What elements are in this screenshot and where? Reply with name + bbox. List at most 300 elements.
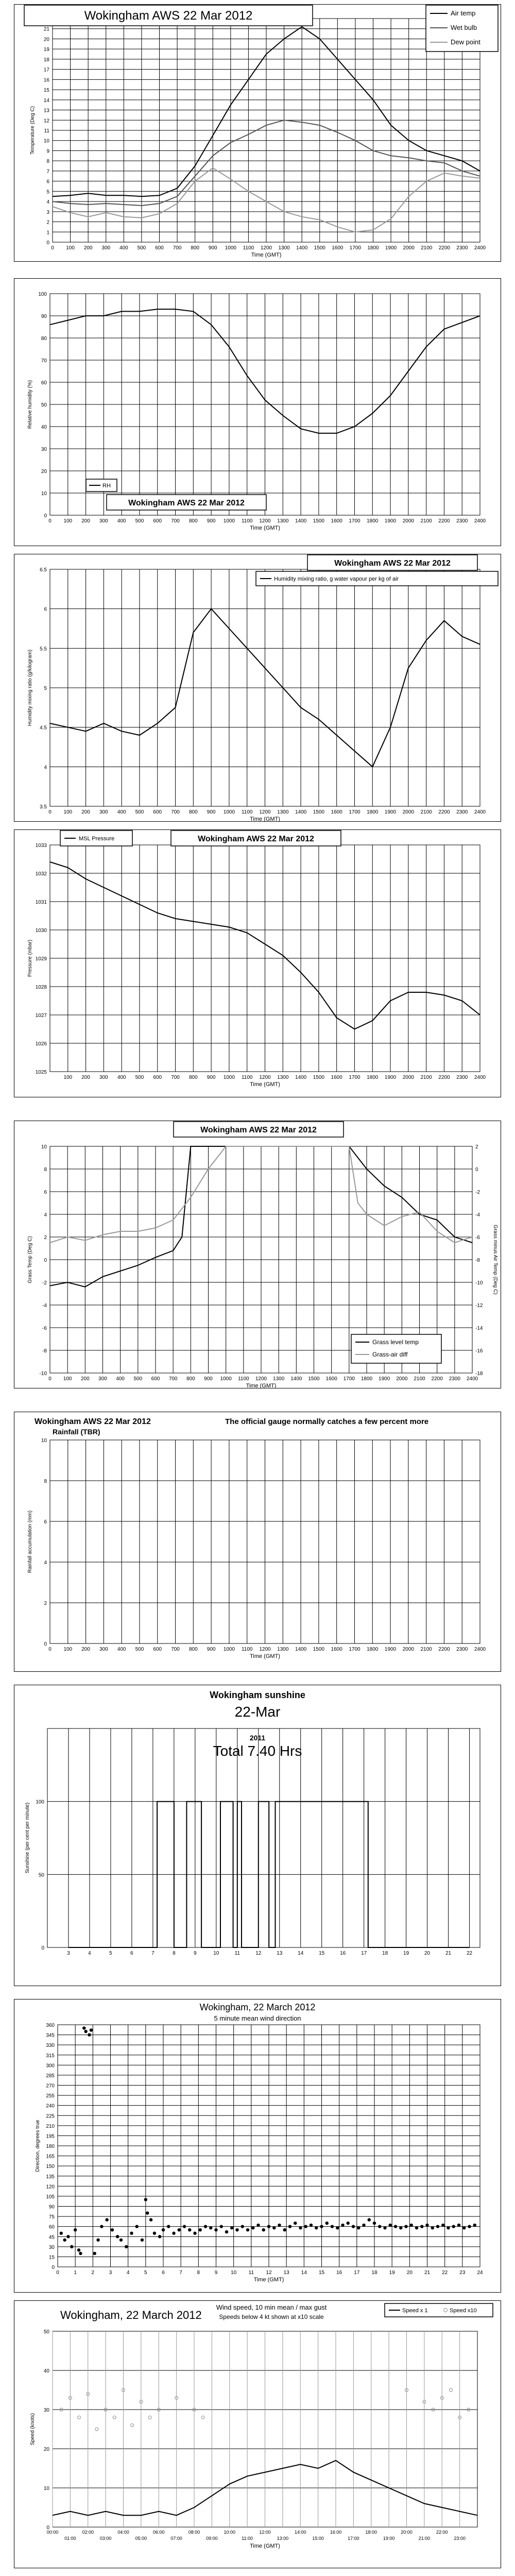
data-point bbox=[193, 2232, 196, 2235]
data-point bbox=[299, 2226, 302, 2229]
x-tick-label: 13 bbox=[277, 1951, 283, 1956]
x-tick-label: 100 bbox=[63, 1376, 72, 1382]
data-point bbox=[220, 2225, 223, 2228]
y-tick-label: 2 bbox=[44, 1235, 47, 1241]
x-tick-label: 1000 bbox=[223, 1075, 235, 1080]
x-tick-label: 2200 bbox=[431, 1376, 443, 1382]
y-tick-label: 100 bbox=[38, 292, 47, 297]
x-tick-label: 2100 bbox=[420, 809, 432, 815]
x-tick-label: 600 bbox=[153, 518, 162, 524]
x-tick-label: 10 bbox=[213, 1951, 219, 1956]
y-tick-label: 4 bbox=[44, 1212, 47, 1218]
y-tick-label: 40 bbox=[43, 2368, 49, 2374]
x-tick-label: 1500 bbox=[313, 809, 324, 815]
x-tick-label: 1200 bbox=[259, 518, 271, 524]
x-tick-label: 5 bbox=[109, 1951, 112, 1956]
y-tick-label: 345 bbox=[46, 2032, 55, 2039]
data-point bbox=[256, 2224, 260, 2227]
x-tick-label: 100 bbox=[63, 518, 73, 524]
x-tick-label: 1800 bbox=[367, 1075, 379, 1080]
x-tick-label: 100 bbox=[63, 1075, 73, 1080]
y-tick-label: 330 bbox=[46, 2043, 55, 2049]
x-tick-label: 1800 bbox=[367, 809, 379, 815]
x-tick-label: 16 bbox=[340, 1951, 346, 1956]
y-tick-label: 13 bbox=[43, 108, 49, 114]
y-axis-label: Humidity mixing ratio (g/kilogram) bbox=[27, 649, 33, 726]
x-tick-label: 1200 bbox=[260, 245, 272, 251]
x-tick-label: 900 bbox=[207, 518, 216, 524]
y-tick-label: 360 bbox=[46, 2023, 55, 2028]
y-tick-label: 5 bbox=[44, 686, 47, 691]
y-tick-label: 210 bbox=[46, 2123, 55, 2129]
x-tick-label: 24 bbox=[477, 2270, 483, 2276]
x-tick-label: 8 bbox=[173, 1951, 176, 1956]
data-point bbox=[468, 2225, 471, 2228]
data-point bbox=[378, 2225, 381, 2228]
x-tick-label: 2100 bbox=[420, 518, 432, 524]
y-tick-label: 8 bbox=[44, 1479, 47, 1484]
x-tick-label: 8 bbox=[197, 2270, 200, 2276]
y-tick-label: 90 bbox=[48, 2204, 55, 2210]
y-tick-label: 8 bbox=[44, 1167, 47, 1173]
x-tick-label: 2200 bbox=[438, 1075, 450, 1080]
x-tick-label: 1100 bbox=[241, 1075, 253, 1080]
chart-title: Wokingham AWS 22 Mar 2012 bbox=[84, 9, 253, 23]
x-tick-label: 7 bbox=[151, 1951, 154, 1956]
y-tick-label: 50 bbox=[41, 402, 47, 408]
x-tick-label: 15 bbox=[319, 1951, 325, 1956]
data-point bbox=[310, 2224, 313, 2227]
y-tick-label: 270 bbox=[46, 2083, 55, 2089]
data-point bbox=[394, 2225, 397, 2228]
y-tick-label: 16 bbox=[43, 77, 49, 83]
y-tick-label: 120 bbox=[46, 2184, 55, 2190]
chart-title: Wokingham AWS 22 Mar 2012 bbox=[334, 559, 451, 568]
y-tick-label: 6 bbox=[44, 606, 47, 613]
data-point bbox=[415, 2226, 418, 2229]
chart-frame bbox=[14, 2301, 501, 2568]
data-point bbox=[93, 2252, 96, 2255]
x-tick-label: 400 bbox=[117, 518, 126, 524]
data-point bbox=[153, 2232, 156, 2235]
y-tick-label: 3 bbox=[46, 209, 49, 215]
y2-tick-label: 0 bbox=[475, 1167, 478, 1173]
x-tick-label: 0 bbox=[48, 1647, 52, 1652]
data-point bbox=[84, 2030, 87, 2033]
y-tick-label: 14 bbox=[43, 97, 49, 104]
y-tick-label: 10 bbox=[43, 138, 49, 144]
legend-label: RH bbox=[102, 483, 111, 489]
x-tick-label: 500 bbox=[135, 1075, 144, 1080]
y-axis-label: Pressure (mbar) bbox=[27, 939, 33, 977]
x-tick-label: 900 bbox=[208, 245, 217, 251]
x-tick-label: 1000 bbox=[220, 1376, 232, 1382]
chart-7 bbox=[14, 1685, 501, 1986]
chart-frame bbox=[14, 830, 501, 1097]
legend-label: Grass level temp bbox=[372, 1338, 419, 1346]
y-tick-label: 1032 bbox=[35, 871, 47, 877]
x-tick-label: 2400 bbox=[474, 1075, 486, 1080]
x-tick-label: 1300 bbox=[278, 245, 290, 251]
y2-tick-label: -12 bbox=[475, 1303, 483, 1309]
y-tick-label: 60 bbox=[41, 380, 47, 386]
x-tick-label: 1400 bbox=[295, 809, 307, 815]
x-tick-label: 14 bbox=[301, 2270, 307, 2276]
x-tick-label: 20 bbox=[424, 1951, 431, 1956]
x-tick-label: 800 bbox=[191, 245, 200, 251]
x-tick-label: 1500 bbox=[308, 1376, 320, 1382]
y-tick-label: 18 bbox=[43, 57, 49, 63]
x-tick-label: 11 bbox=[248, 2270, 254, 2276]
y-tick-label: -6 bbox=[42, 1326, 47, 1331]
data-point bbox=[294, 2222, 297, 2225]
y-tick-label: 180 bbox=[46, 2144, 55, 2149]
x-tick-label: 300 bbox=[98, 1376, 107, 1382]
x-tick-label: 1000 bbox=[223, 1647, 235, 1652]
y-tick-label: 20 bbox=[43, 37, 49, 43]
data-point bbox=[235, 2228, 238, 2231]
x-tick-label: 300 bbox=[99, 518, 108, 524]
y-tick-label: 2 bbox=[46, 219, 49, 226]
x-tick-label: 2 bbox=[91, 2270, 95, 2276]
data-point bbox=[267, 2225, 270, 2228]
x-tick-label: 17 bbox=[354, 2270, 360, 2276]
data-point bbox=[283, 2228, 286, 2231]
chart-subtitle: 22-Mar bbox=[234, 1704, 281, 1720]
y-tick-label: 6 bbox=[44, 1519, 47, 1525]
x-tick-label: 800 bbox=[188, 518, 198, 524]
y-tick-label: 45 bbox=[48, 2234, 55, 2241]
x-tick-label: 12 bbox=[266, 2270, 272, 2276]
y-tick-label: 4 bbox=[44, 1560, 47, 1566]
x-tick-label: 500 bbox=[133, 1376, 143, 1382]
x-axis-label: Time (GMT) bbox=[250, 816, 280, 822]
x-tick-label: 22:00 bbox=[436, 2530, 448, 2535]
data-point bbox=[230, 2226, 233, 2229]
x-tick-label: 900 bbox=[207, 1075, 216, 1080]
y-tick-label: 7 bbox=[46, 168, 49, 175]
y-tick-label: 11 bbox=[44, 128, 49, 134]
x-tick-label: 1600 bbox=[331, 1075, 342, 1080]
x-tick-label: 200 bbox=[81, 1647, 90, 1652]
x-tick-label: 1600 bbox=[325, 1376, 337, 1382]
chart-subtitle: Rainfall (TBR) bbox=[53, 1428, 100, 1436]
x-tick-label: 1100 bbox=[241, 809, 253, 815]
data-point bbox=[135, 2225, 139, 2228]
y-axis-label: Rainfall accumulation (mm) bbox=[27, 1510, 33, 1573]
x-tick-label: 400 bbox=[117, 809, 126, 815]
chart-2 bbox=[14, 278, 501, 546]
x-tick-label: 00:00 bbox=[46, 2530, 59, 2535]
legend-label: Dew point bbox=[451, 38, 480, 46]
data-point bbox=[77, 2248, 80, 2251]
x-tick-label: 1900 bbox=[384, 809, 397, 815]
y2-tick-label: -14 bbox=[475, 1326, 483, 1331]
y2-tick-label: -18 bbox=[475, 1371, 483, 1377]
data-point bbox=[425, 2224, 428, 2227]
x-tick-label: 16 bbox=[336, 2270, 342, 2276]
data-point bbox=[70, 2245, 73, 2248]
x-tick-label: 13:00 bbox=[277, 2536, 289, 2541]
data-point bbox=[125, 2245, 128, 2248]
data-point bbox=[225, 2230, 228, 2233]
y-tick-label: 10 bbox=[41, 1438, 47, 1444]
chart-4 bbox=[14, 829, 501, 1097]
data-point bbox=[74, 2228, 77, 2231]
y-tick-label: 100 bbox=[36, 1799, 44, 1805]
y2-tick-label: -10 bbox=[475, 1280, 483, 1286]
x-tick-label: 800 bbox=[188, 1075, 198, 1080]
x-tick-label: 03:00 bbox=[99, 2536, 112, 2541]
y-tick-label: 20 bbox=[43, 2447, 49, 2452]
x-tick-label: 1200 bbox=[259, 809, 271, 815]
y-tick-label: -8 bbox=[42, 1348, 47, 1354]
data-point bbox=[172, 2232, 175, 2235]
y-tick-label: 90 bbox=[41, 314, 47, 319]
data-point bbox=[431, 2226, 434, 2229]
y-tick-label: 40 bbox=[41, 425, 47, 430]
y-tick-label: 17 bbox=[43, 67, 49, 73]
legend-label: MSL Pressure bbox=[79, 836, 115, 842]
y-tick-label: 1 bbox=[46, 230, 49, 236]
x-tick-label: 04:00 bbox=[117, 2530, 129, 2535]
x-tick-label: 300 bbox=[99, 1075, 108, 1080]
y2-tick-label: -8 bbox=[475, 1258, 480, 1263]
x-tick-label: 1600 bbox=[331, 1647, 342, 1652]
data-point bbox=[304, 2225, 307, 2228]
x-tick-label: 19 bbox=[403, 1951, 409, 1956]
x-tick-label: 17:00 bbox=[348, 2536, 359, 2541]
data-point bbox=[144, 2198, 147, 2201]
y-tick-label: 12 bbox=[43, 118, 49, 124]
x-tick-label: 2300 bbox=[456, 1075, 468, 1080]
x-tick-label: 1300 bbox=[277, 1647, 289, 1652]
x-tick-label: 2300 bbox=[456, 809, 468, 815]
y-tick-label: 5 bbox=[46, 189, 49, 195]
x-tick-label: 1700 bbox=[349, 1075, 360, 1080]
x-tick-label: 4 bbox=[126, 2270, 130, 2276]
x-axis-label: Time (GMT) bbox=[250, 2543, 280, 2549]
data-point bbox=[347, 2222, 350, 2225]
y-tick-label: 4.5 bbox=[40, 725, 47, 731]
x-tick-label: 7 bbox=[179, 2270, 182, 2276]
y2-tick-label: -6 bbox=[475, 1235, 480, 1241]
data-point bbox=[119, 2239, 123, 2242]
chart-title: Wokingham, 22 March 2012 bbox=[60, 2309, 202, 2321]
data-point bbox=[320, 2225, 323, 2228]
x-tick-label: 500 bbox=[135, 809, 144, 815]
x-tick-label: 11 bbox=[234, 1951, 240, 1956]
x-tick-label: 1900 bbox=[384, 518, 397, 524]
chart-subtitle2: Speeds below 4 kt shown at x10 scale bbox=[219, 2313, 324, 2320]
y-axis-label: Sunshine (per cent per minute) bbox=[25, 1802, 30, 1874]
x-tick-label: 20:00 bbox=[401, 2530, 413, 2535]
y-tick-label: -10 bbox=[39, 1371, 47, 1377]
y-tick-label: 30 bbox=[43, 2408, 49, 2413]
data-point bbox=[447, 2226, 450, 2229]
data-point bbox=[158, 2235, 161, 2238]
chart-title: Wokingham sunshine bbox=[210, 1690, 305, 1700]
x-tick-label: 600 bbox=[151, 1376, 160, 1382]
x-tick-label: 200 bbox=[80, 1376, 90, 1382]
x-tick-label: 200 bbox=[83, 245, 93, 251]
data-point bbox=[325, 2222, 329, 2225]
chart-title: Wokingham AWS 22 Mar 2012 bbox=[200, 1126, 317, 1134]
y-tick-label: 6 bbox=[44, 1190, 47, 1195]
x-tick-label: 22 bbox=[466, 1951, 473, 1956]
x-tick-label: 01:00 bbox=[64, 2536, 76, 2541]
x-tick-label: 2400 bbox=[474, 1647, 486, 1652]
data-point bbox=[79, 2252, 82, 2255]
y2-axis-label: Grass minus Air Temp (Deg C) bbox=[492, 1225, 498, 1295]
x-tick-label: 800 bbox=[188, 809, 198, 815]
x-tick-label: 1900 bbox=[385, 245, 397, 251]
data-point bbox=[105, 2218, 108, 2221]
x-tick-label: 1500 bbox=[313, 518, 324, 524]
x-tick-label: 300 bbox=[99, 1647, 108, 1652]
x-tick-label: 1100 bbox=[241, 1647, 253, 1652]
x-tick-label: 19:00 bbox=[383, 2536, 395, 2541]
y2-tick-label: -2 bbox=[475, 1190, 480, 1195]
x-tick-label: 5 bbox=[144, 2270, 147, 2276]
x-tick-label: 400 bbox=[119, 245, 128, 251]
chart-title: Wokingham AWS 22 Mar 2012 bbox=[35, 1417, 151, 1426]
y-tick-label: 1026 bbox=[35, 1041, 47, 1047]
x-tick-label: 300 bbox=[101, 245, 111, 251]
data-point bbox=[362, 2224, 365, 2227]
data-point bbox=[209, 2226, 212, 2229]
y-tick-label: 1027 bbox=[35, 1013, 47, 1019]
y-tick-label: 10 bbox=[43, 2486, 49, 2492]
x-tick-label: 1100 bbox=[243, 245, 254, 251]
x-tick-label: 1000 bbox=[223, 518, 235, 524]
x-tick-label: 18 bbox=[382, 1951, 388, 1956]
x-tick-label: 700 bbox=[173, 245, 182, 251]
y-tick-label: 20 bbox=[41, 469, 47, 474]
y-axis-label: Direction, degrees true bbox=[35, 2120, 41, 2172]
chart-9 bbox=[14, 2300, 501, 2568]
y-tick-label: 1028 bbox=[35, 985, 47, 990]
data-point bbox=[241, 2225, 244, 2228]
x-tick-label: 6 bbox=[162, 2270, 165, 2276]
legend-label: Humidity mixing ratio, g water vapour per kg of air bbox=[274, 576, 399, 582]
x-tick-label: 2400 bbox=[466, 1376, 478, 1382]
data-point bbox=[178, 2228, 181, 2231]
x-tick-label: 17 bbox=[361, 1951, 367, 1956]
x-tick-label: 20 bbox=[406, 2270, 413, 2276]
x-tick-label: 2300 bbox=[456, 518, 468, 524]
x-tick-label: 21 bbox=[424, 2270, 431, 2276]
y-tick-label: 30 bbox=[41, 447, 47, 452]
x-tick-label: 4 bbox=[88, 1951, 91, 1956]
x-tick-label: 200 bbox=[81, 809, 90, 815]
legend-label: Speed x10 bbox=[450, 2308, 477, 2314]
x-tick-label: 11:00 bbox=[242, 2536, 253, 2541]
y-tick-label: 0 bbox=[46, 2525, 49, 2531]
chart-6 bbox=[14, 1412, 501, 1672]
x-tick-label: 900 bbox=[207, 1647, 216, 1652]
data-point bbox=[331, 2225, 334, 2228]
x-tick-label: 2000 bbox=[403, 245, 415, 251]
x-tick-label: 2100 bbox=[420, 1647, 432, 1652]
y-tick-label: 0 bbox=[44, 1641, 47, 1647]
data-point bbox=[146, 2211, 149, 2214]
x-tick-label: 6 bbox=[130, 1951, 133, 1956]
x-tick-label: 2400 bbox=[474, 245, 486, 251]
data-point bbox=[368, 2218, 371, 2221]
x-tick-label: 23:00 bbox=[454, 2536, 466, 2541]
y-tick-label: 195 bbox=[46, 2133, 55, 2140]
x-tick-label: 1300 bbox=[277, 518, 289, 524]
y-tick-label: 315 bbox=[46, 2053, 55, 2059]
data-point bbox=[457, 2224, 460, 2227]
y-tick-label: 60 bbox=[48, 2224, 55, 2230]
x-tick-label: 1 bbox=[74, 2270, 77, 2276]
x-axis-label: Time (GMT) bbox=[253, 2277, 284, 2283]
data-point bbox=[404, 2225, 407, 2228]
chart-subtitle: 5 minute mean wind direction bbox=[214, 2014, 301, 2022]
x-tick-label: 1800 bbox=[367, 518, 379, 524]
chart-3 bbox=[14, 554, 501, 822]
y-tick-label: 165 bbox=[46, 2154, 55, 2160]
data-point bbox=[96, 2239, 99, 2242]
y-tick-label: 9 bbox=[46, 148, 49, 155]
data-point bbox=[111, 2228, 114, 2231]
x-tick-label: 2000 bbox=[402, 518, 414, 524]
x-tick-label: 1600 bbox=[331, 809, 342, 815]
x-tick-label: 2100 bbox=[420, 1075, 432, 1080]
x-tick-label: 1300 bbox=[277, 1075, 289, 1080]
data-point bbox=[130, 2232, 133, 2235]
data-point bbox=[288, 2225, 291, 2228]
x-tick-label: 2100 bbox=[414, 1376, 425, 1382]
x-tick-label: 900 bbox=[207, 809, 216, 815]
y-tick-label: 21 bbox=[43, 26, 49, 32]
y-tick-label: 0 bbox=[41, 1945, 44, 1951]
data-point bbox=[410, 2224, 413, 2227]
chart-5 bbox=[14, 1121, 501, 1388]
y-tick-label: 2 bbox=[44, 1601, 47, 1606]
data-point bbox=[183, 2225, 186, 2228]
x-tick-label: 1100 bbox=[238, 1376, 249, 1382]
total-label: Total 7.40 Hrs bbox=[213, 1743, 302, 1759]
data-point bbox=[204, 2225, 207, 2228]
data-point bbox=[315, 2226, 318, 2229]
legend-label: Grass-air diff bbox=[372, 1351, 408, 1358]
y-tick-label: 1030 bbox=[35, 928, 47, 934]
x-tick-label: 9 bbox=[194, 1951, 197, 1956]
chart-annotation: The official gauge normally catches a few percent more bbox=[225, 1417, 429, 1426]
chart-title: Wokingham, 22 March 2012 bbox=[199, 2002, 316, 2012]
x-tick-label: 600 bbox=[155, 245, 164, 251]
data-point bbox=[389, 2224, 392, 2227]
y2-tick-label: 2 bbox=[475, 1144, 478, 1150]
y-tick-label: 50 bbox=[43, 2329, 49, 2335]
x-tick-label: 0 bbox=[51, 245, 54, 251]
x-tick-label: 05:00 bbox=[135, 2536, 147, 2541]
x-tick-label: 0 bbox=[48, 809, 52, 815]
x-tick-label: 100 bbox=[63, 1647, 73, 1652]
x-tick-label: 600 bbox=[153, 809, 162, 815]
x-axis-label: Time (GMT) bbox=[250, 1081, 280, 1088]
data-point bbox=[251, 2226, 254, 2229]
y-tick-label: 240 bbox=[46, 2103, 55, 2109]
y-tick-label: 255 bbox=[46, 2093, 55, 2099]
y2-tick-label: -4 bbox=[475, 1212, 480, 1218]
y-tick-label: 6.5 bbox=[40, 567, 47, 573]
x-tick-label: 1400 bbox=[295, 1647, 307, 1652]
data-point bbox=[116, 2235, 119, 2238]
